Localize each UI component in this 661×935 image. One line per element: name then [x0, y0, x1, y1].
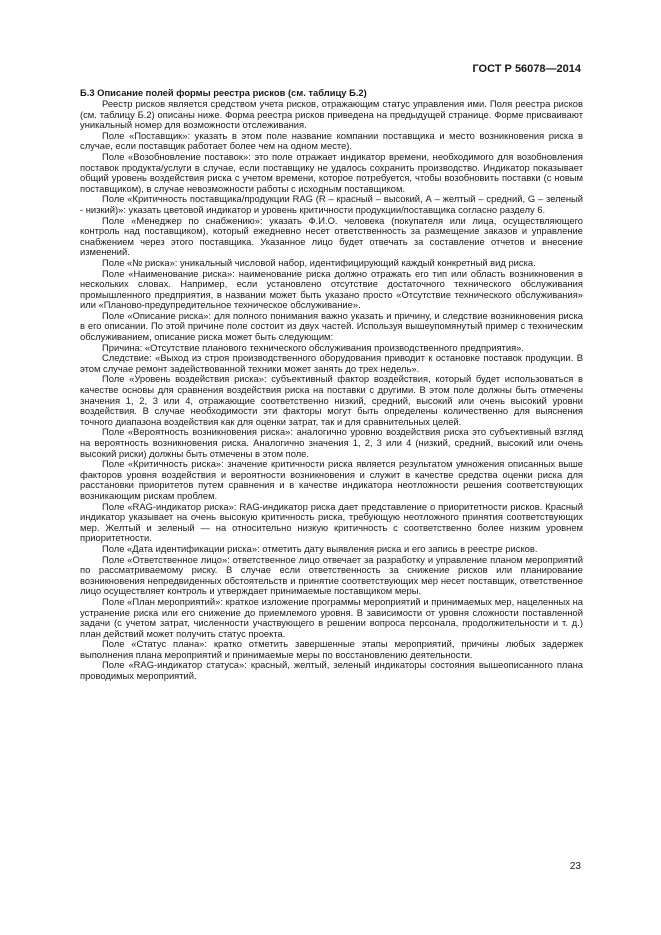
page-number: 23 — [569, 861, 581, 872]
paragraph-consequence: Следствие: «Выход из строя производственного оборудования приводит к остановке поставок продукции. В этом случае ремонт задействованной техники может занять до трех недель». — [80, 352, 583, 374]
paragraph-risk-number: Поле «№ риска»: уникальный числовой набор, идентифицирующий каждый конкретный вид риска. — [102, 256, 536, 268]
paragraph-action-plan: Поле «План мероприятий»: краткое изложение программы мероприятий и принимаемых мер, нацеленных на устранение риска или его снижение до приемлемого уровня. В зависимости от уровня сложности поставленной задачи (с учетом затрат, численности участвующего в решении вопроса персонала, продолжительности и т. д.) план действий может получить статус проекта. — [80, 595, 583, 639]
paragraph-supplier: Поле «Поставщик»: указать в этом поле название компании поставщика и место возникновения риска в случае, если поставщик работает более чем на одном месте). — [80, 129, 583, 152]
paragraph-risk-criticality: Поле «Критичность риска»: значение критичности риска является результатом умножения описанных выше факторов уровня воздействия и вероятности возникновения и служит в качестве средства оценки риска для расстановки приоритетов путем сравнения и в качестве индикатора неотложности решения соответствующих возникающим рискам проблем. — [80, 458, 583, 501]
paragraph-probability: Поле «Вероятность возникновения риска»: аналогично уровню воздействия риска это субъективный взгляд на вероятность возникновения риска. Аналогично значения 1, 2, 3 или 4 (низкий, средний, высокий или очень высокий риски) должны быть отмечены в этом поле. — [80, 426, 583, 459]
paragraph-identification-date: Поле «Дата идентификации риска»: отметить дату выявления риска и его запись в реестре рисков. — [102, 542, 538, 554]
paragraph-responsible-person: Поле «Ответственное лицо»: ответственное лицо отвечает за разработку и управление планом мероприятий по рассматриваемому риску. В случае если ответственность за снижение рисков или планирование возникновения непредвиденных обстоятельств и принятие соответствующих мер несет поставщик, ответственное лицо осуществляет контроль и утверждает принимаемые поставщиком меры. — [80, 553, 583, 597]
paragraph-cause: Причина: «Отсутствие планового технического обслуживания производственного предприятия». — [102, 341, 524, 353]
paragraph-procurement-manager: Поле «Менеджер по снабжению»: указать Ф.И.О. человека (покупателя или лица, осуществляющего контроль над поставщиком), который ежедневно несет ответственность за размещение заказов и управление снабжением через этого поставщика. Указанное лицо будет отвечать за составление отчетов и внесение изменений. — [80, 214, 583, 258]
paragraph-risk-description: Поле «Описание риска»: для полного понимания важно указать и причину, и следствие возникновения риска в его описании. По этой причине поле состоит из двух частей. Используя вышеупомянутый пример с техническим обслуживанием, описание риска может быть следующим: — [80, 309, 583, 343]
paragraph-supplier-criticality: Поле «Критичность поставщика/продукции RAG (R – красный – высокий, А – желтый – средний, G – зеленый - низкий)»: указать цветовой индикатор и уровень критичности продукции/поставщика согласно разделу 6. — [80, 193, 583, 215]
paragraph-rag-risk: Поле «RAG-индикатор риска»: RAG-индикатор риска дает представление о приоритетности рисков. Красный индикатор указывает на очень высокую критичность риска, требующую неотложного принятия соответствующих мер. Желтый и зеленый — на относительно низкую критичность с соответственно более низким уровнем приоритетности. — [80, 500, 583, 544]
page-body — [80, 87, 583, 682]
paragraph-rag-status: Поле «RAG-индикатор статуса»: красный, желтый, зеленый индикаторы состояния вышеописанного плана проводимых мероприятий. — [80, 659, 583, 682]
paragraph-risk-name: Поле «Наименование риска»: наименование риска должно отражать его тип или область возникновения в нескольких словах. Например, если установлено отсутствие достаточного технического обслуживания промышленного предприятия, в названии может быть указано просто «Отсутствие технического обслуживания» или «Планово-предупредительное техническое обслуживание». — [80, 267, 583, 311]
paragraph-impact-level: Поле «Уровень воздействия риска»: субъективный фактор воздействия, который будет использоваться в качестве основы для сравнения воздействия риска на поставки с другими. В этом поле должны быть отмечены значения 1, 2, 3 или 4, отражающие соответственно низкий, средний, высокий или очень высокий уровни воздействия. В случае необходимости эти факторы могут быть определены количественно для выяснения точного диапазона воздействия как для оценки затрат, так и для сравнительных целей. — [80, 373, 583, 427]
paragraph-plan-status: Поле «Статус плана»: кратко отметить завершенные этапы мероприятий, причины любых задержек выполнения плана мероприятий и принимаемые меры по восстановлению деятельности. — [80, 638, 583, 660]
standard-header: ГОСТ Р 56078—2014 — [472, 63, 581, 75]
section-heading: Б.3 Описание полей формы реестра рисков (см. таблицу Б.2) — [80, 87, 367, 98]
paragraph-supply-restoration: Поле «Возобновление поставок»: это поле отражает индикатор времени, необходимого для возобновления поставок продукта/услуги в случае, если поставщику не удалось сохранить производство. Индикатор показывает общий уровень воздействия риска с учетом времени, которое потребуется, чтобы возобновить поставки (с новым поставщиком), в случае невозможности работы с исходным поставщиком. — [80, 150, 583, 194]
paragraph-register-intro: Реестр рисков является средством учета рисков, отражающим статус управления ими. Поля реестра рисков (см. таблицу Б.2) описаны ниже. Форма реестра рисков приведена на предыдущей странице. Форме присваивают уникальный номер для возможности отслеживания. — [80, 98, 583, 131]
